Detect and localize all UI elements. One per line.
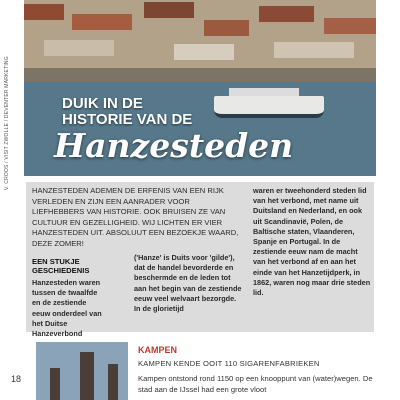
tower-2 bbox=[80, 352, 94, 400]
hero-photo bbox=[24, 0, 376, 176]
tower-3 bbox=[108, 364, 118, 400]
tower-1 bbox=[50, 368, 60, 400]
facade-1 bbox=[44, 40, 114, 56]
section-body: Kampen ontstond rond 1150 op een knooppunt van (water)wegen. De stad aan de IJssel had een grote vloot bbox=[138, 374, 373, 394]
roof-2 bbox=[72, 14, 132, 30]
roof-1 bbox=[24, 4, 64, 20]
intro-text: HANZESTEDEN ADEMEN DE ERFENIS VAN EEN RIJK VERLEDEN EN ZIJN EEN AANRADER VOOR LIEFHEBBERS VAN HISTORIE. OOK BRUISEN ZE VAN CULTUUR EN GEZELLIGHEID. WIJ LICHTEN ER VIER HANZESTEDEN UIT. ABSOLUUT EEN BEZOEKJE WAARD, DEZE ZOMER! bbox=[32, 186, 239, 248]
column3-text: waren er tweehonderd steden lid van het verbond, met name uit Duitsland en Nederland, en ook uit Scandinavië, Polen, de Baltische staten, Vlaanderen, Spanje en Portugal. In de zestiende eeuw nam de macht van het verbond af en aan het einde van het Hanzetijdperk, in 1862, waren nog maar drie steden lid. bbox=[253, 186, 371, 298]
facade-3 bbox=[274, 42, 354, 58]
roof-4 bbox=[204, 20, 249, 36]
roof-3 bbox=[144, 2, 194, 18]
hero-subtitle: DUIK IN DE HISTORIE VAN DE bbox=[62, 95, 193, 128]
hero-title: Hanzesteden bbox=[54, 126, 294, 165]
roof-6 bbox=[324, 18, 376, 34]
quay bbox=[24, 68, 376, 82]
kampen-photo bbox=[36, 342, 128, 400]
section-subtitle: KAMPEN KENDE OOIT 110 SIGARENFABRIEKEN bbox=[138, 359, 320, 368]
roof-5 bbox=[259, 6, 314, 22]
photo-credit: V. CROOS / VISIT ZWOLLE / DEVENTER MARKETING bbox=[4, 56, 10, 190]
column2-text: ('Hanze' is Duits voor 'gilde'), dat de handel bevorderde en beschermde en de leden tot aan het begin van de zestiende eeuw veel welvaart bezorgde. In de glorietijd bbox=[134, 253, 242, 314]
column1-heading: EEN STUKJE GESCHIEDENIS bbox=[32, 257, 90, 276]
column1-text: Hanzesteden waren tussen de twaalfde en de zestiende eeuw onderdeel van het Duitse Hanzeverbond bbox=[32, 278, 102, 339]
facade-2 bbox=[174, 44, 234, 60]
river-boat bbox=[214, 96, 324, 118]
section-title: KAMPEN bbox=[138, 345, 178, 355]
page-number: 18 bbox=[11, 374, 22, 384]
